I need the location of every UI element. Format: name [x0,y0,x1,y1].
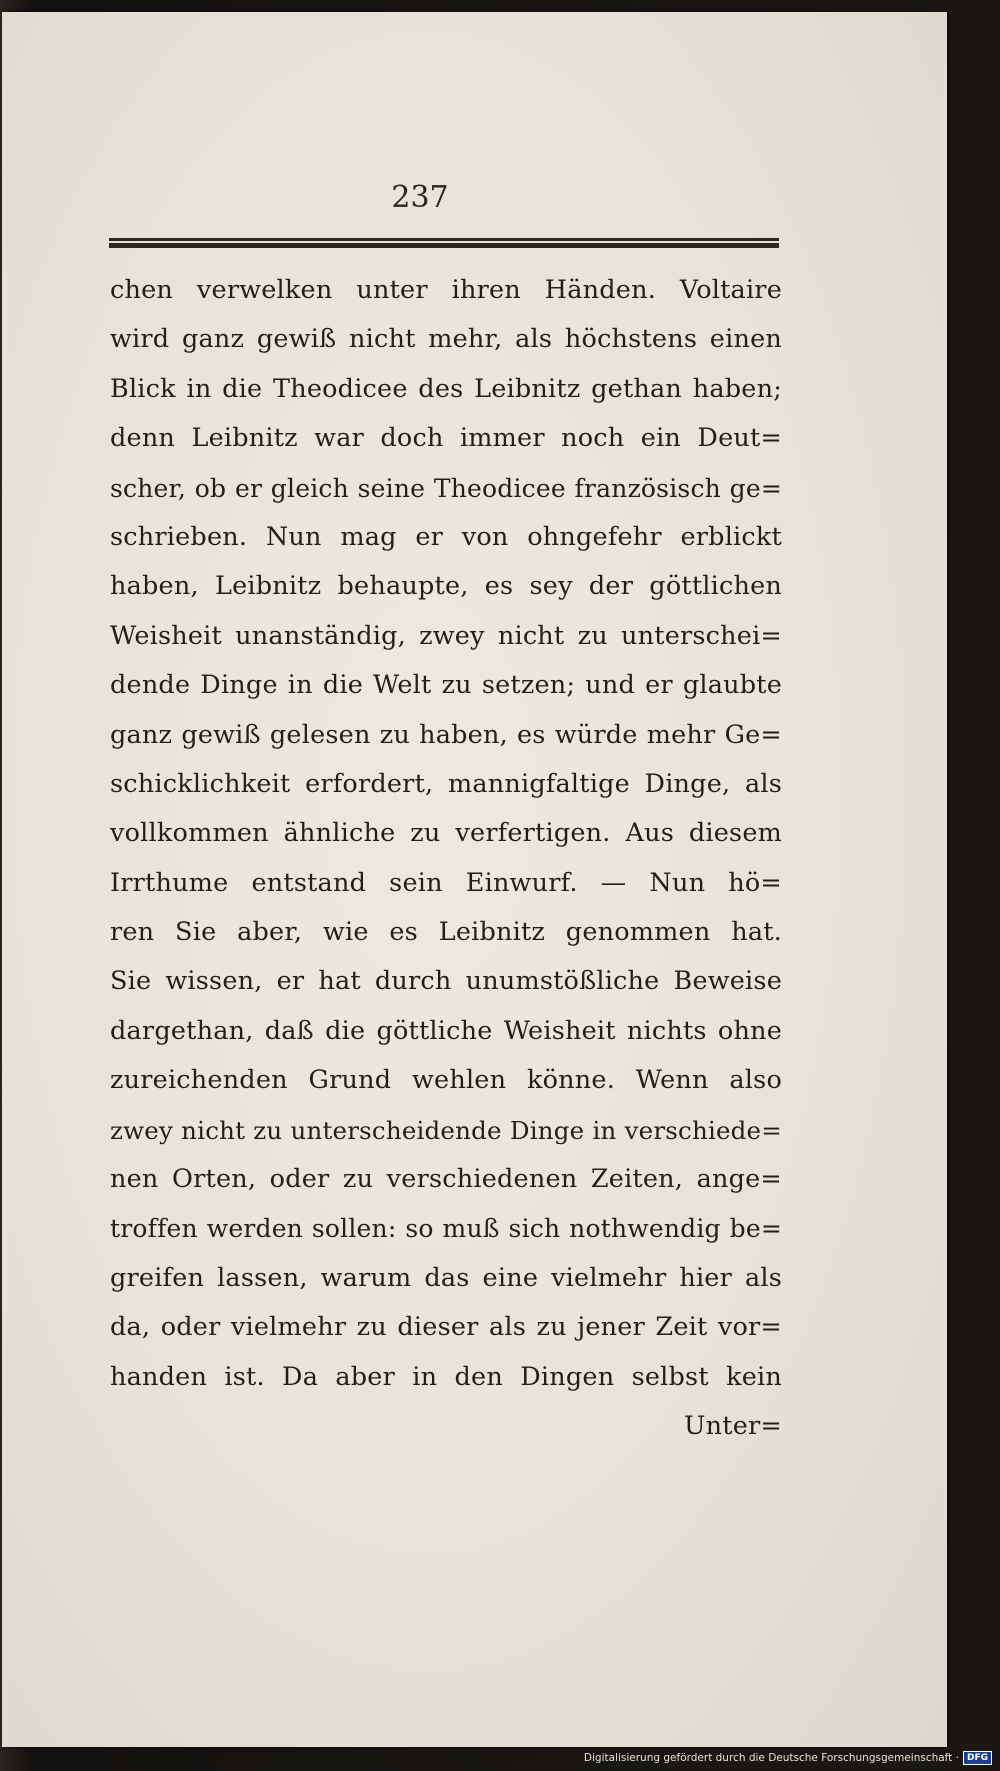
header-rule-thin [109,238,779,241]
header-rule-thick [109,243,779,248]
text-line: Irrthume entstand sein Einwurf. — Nun hö= [110,867,782,898]
body-text [110,266,782,1451]
text-line: greifen lassen, warum das eine vielmehr hier als [110,1262,782,1293]
text-line: zureichenden Grund wehlen könne. Wenn also [110,1065,782,1096]
text-line: troffen werden sollen: so muß sich nothwendig be= [110,1214,782,1244]
text-line: Sie wissen, er hat durch unumstößliche Beweise [110,966,782,997]
dfg-logo: DFG [963,1751,992,1765]
text-line: ganz gewiß gelesen zu haben, es würde mehr Ge= [110,719,782,750]
text-line: ren Sie aber, wie es Leibnitz genommen hat. [110,917,782,948]
text-line: Blick in die Theodicee des Leibnitz gethan haben; [110,373,782,404]
text-line: da, oder vielmehr zu dieser als zu jener Zeit vor= [110,1312,782,1343]
text-line: dargethan, daß die göttliche Weisheit nichts ohne [110,1015,782,1046]
digitization-credit [584,1751,992,1765]
text-line: handen ist. Da aber in den Dingen selbst kein [110,1361,782,1392]
credit-text: Digitalisierung gefördert durch die Deutsche Forschungsgemeinschaft · [583,1752,959,1764]
text-line: schrieben. Nun mag er von ohngefehr erblickt [110,521,782,552]
page-number: 237 [391,180,449,215]
catchword: Unter= [683,1410,782,1441]
text-line: denn Leibnitz war doch immer noch ein Deut= [110,423,782,454]
text-line: haben, Leibnitz behaupte, es sey der göttlichen [110,571,782,602]
header-rule [109,238,779,248]
text-line: chen verwelken unter ihren Händen. Voltaire [110,275,782,305]
text-line: wird ganz gewiß nicht mehr, als höchstens einen [110,324,782,355]
text-line: nen Orten, oder zu verschiedenen Zeiten, ange= [110,1164,782,1195]
text-line: vollkommen ähnliche zu verfertigen. Aus diesem [110,818,782,849]
text-line: schicklichkeit erfordert, mannigfaltige Dinge, als [110,768,782,799]
text-line: zwey nicht zu unterscheidende Dinge in verschiede= [110,1115,782,1145]
text-line: scher, ob er gleich seine Theodicee französisch ge= [110,473,782,503]
text-line: Weisheit unanständig, zwey nicht zu unterschei= [110,620,782,651]
text-line: dende Dinge in die Welt zu setzen; und er glaubte [110,670,782,701]
book-page [2,12,947,1747]
